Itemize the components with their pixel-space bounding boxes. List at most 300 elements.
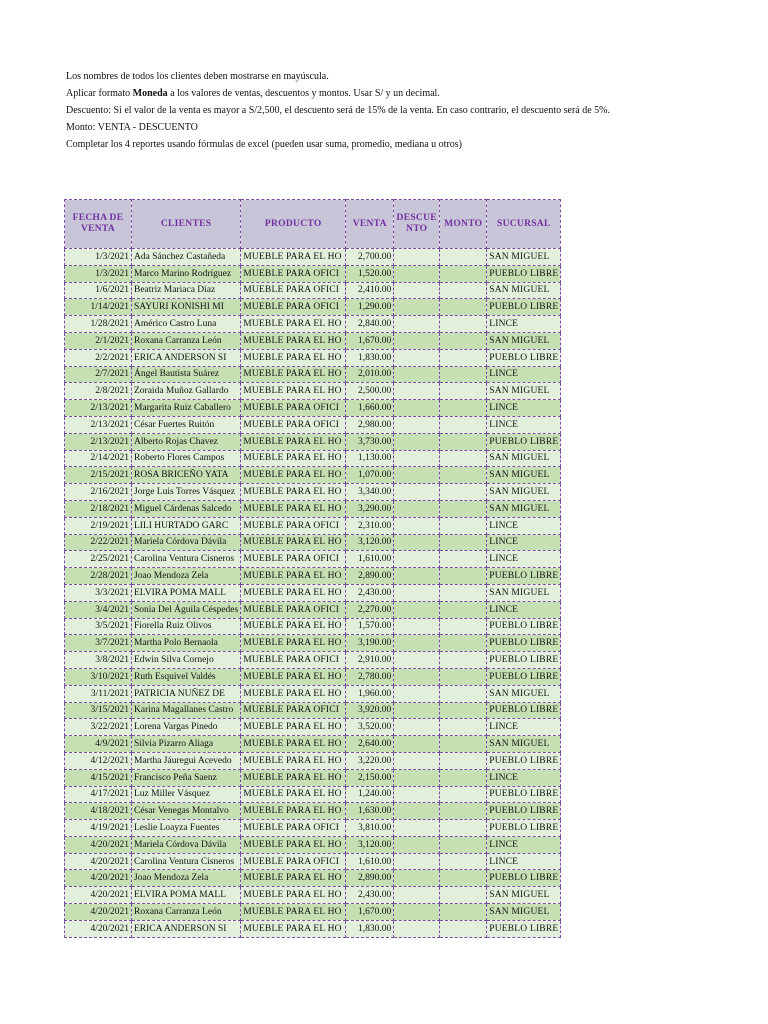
- cell-venta[interactable]: 3,730.00: [346, 433, 394, 450]
- cell-cliente[interactable]: Mariela Córdova Dávila: [132, 836, 241, 853]
- cell-monto[interactable]: [440, 568, 487, 585]
- cell-producto[interactable]: MUEBLE PARA EL HO: [241, 668, 346, 685]
- cell-monto[interactable]: [440, 584, 487, 601]
- cell-producto[interactable]: MUEBLE PARA OFICI: [241, 551, 346, 568]
- cell-venta[interactable]: 2,890.00: [346, 568, 394, 585]
- cell-venta[interactable]: 1,830.00: [346, 349, 394, 366]
- cell-descuento[interactable]: [394, 836, 440, 853]
- header-venta[interactable]: VENTA: [346, 200, 394, 249]
- cell-monto[interactable]: [440, 752, 487, 769]
- cell-descuento[interactable]: [394, 383, 440, 400]
- cell-venta[interactable]: 1,520.00: [346, 265, 394, 282]
- cell-descuento[interactable]: [394, 920, 440, 937]
- cell-sucursal[interactable]: LINCE: [487, 853, 561, 870]
- cell-descuento[interactable]: [394, 416, 440, 433]
- cell-monto[interactable]: [440, 366, 487, 383]
- cell-descuento[interactable]: [394, 870, 440, 887]
- cell-fecha[interactable]: 1/28/2021: [65, 316, 132, 333]
- cell-descuento[interactable]: [394, 433, 440, 450]
- cell-fecha[interactable]: 4/15/2021: [65, 769, 132, 786]
- cell-producto[interactable]: MUEBLE PARA OFICI: [241, 820, 346, 837]
- cell-fecha[interactable]: 1/3/2021: [65, 249, 132, 266]
- cell-sucursal[interactable]: LINCE: [487, 534, 561, 551]
- cell-producto[interactable]: MUEBLE PARA EL HO: [241, 568, 346, 585]
- table-row: [65, 769, 561, 786]
- cell-monto[interactable]: [440, 299, 487, 316]
- cell-fecha[interactable]: 2/15/2021: [65, 467, 132, 484]
- cell-cliente[interactable]: LILI HURTADO GARC: [132, 517, 241, 534]
- cell-cliente[interactable]: Francisco Peña Saenz: [132, 769, 241, 786]
- cell-monto[interactable]: [440, 433, 487, 450]
- cell-cliente[interactable]: Marco Marino Rodríguez: [132, 265, 241, 282]
- cell-monto[interactable]: [440, 601, 487, 618]
- cell-fecha[interactable]: 2/13/2021: [65, 416, 132, 433]
- cell-cliente[interactable]: Ángel Bautista Suárez: [132, 366, 241, 383]
- cell-venta[interactable]: 2,840.00: [346, 316, 394, 333]
- cell-fecha[interactable]: 2/7/2021: [65, 366, 132, 383]
- cell-cliente[interactable]: SAYURI KONISHI MI: [132, 299, 241, 316]
- cell-cliente[interactable]: César Venegas Montalvo: [132, 803, 241, 820]
- cell-cliente[interactable]: Sonia Del Águila Céspedes: [132, 601, 241, 618]
- header-sucursal[interactable]: SUCURSAL: [487, 200, 561, 249]
- cell-cliente[interactable]: Martha Jáuregui Acevedo: [132, 752, 241, 769]
- cell-venta[interactable]: 2,270.00: [346, 601, 394, 618]
- cell-monto[interactable]: [440, 736, 487, 753]
- cell-sucursal[interactable]: PUEBLO LIBRE: [487, 920, 561, 937]
- cell-sucursal[interactable]: SAN MIGUEL: [487, 467, 561, 484]
- cell-monto[interactable]: [440, 870, 487, 887]
- cell-venta[interactable]: 1,290.00: [346, 299, 394, 316]
- cell-fecha[interactable]: 2/14/2021: [65, 450, 132, 467]
- cell-monto[interactable]: [440, 517, 487, 534]
- cell-fecha[interactable]: 4/18/2021: [65, 803, 132, 820]
- cell-sucursal[interactable]: LINCE: [487, 601, 561, 618]
- cell-descuento[interactable]: [394, 316, 440, 333]
- cell-fecha[interactable]: 4/20/2021: [65, 887, 132, 904]
- cell-sucursal[interactable]: LINCE: [487, 316, 561, 333]
- cell-sucursal[interactable]: PUEBLO LIBRE: [487, 635, 561, 652]
- cell-venta[interactable]: 1,240.00: [346, 786, 394, 803]
- cell-descuento[interactable]: [394, 584, 440, 601]
- cell-venta[interactable]: 1,670.00: [346, 332, 394, 349]
- table-row: [65, 416, 561, 433]
- cell-venta[interactable]: 1,070.00: [346, 467, 394, 484]
- cell-venta[interactable]: 2,410.00: [346, 282, 394, 299]
- cell-cliente[interactable]: Karina Magallanes Castro: [132, 702, 241, 719]
- cell-monto[interactable]: [440, 416, 487, 433]
- header-clientes[interactable]: CLIENTES: [132, 200, 241, 249]
- header-fecha[interactable]: FECHA DE VENTA: [65, 200, 132, 249]
- cell-monto[interactable]: [440, 786, 487, 803]
- cell-descuento[interactable]: [394, 265, 440, 282]
- cell-descuento[interactable]: [394, 568, 440, 585]
- cell-sucursal[interactable]: SAN MIGUEL: [487, 383, 561, 400]
- cell-sucursal[interactable]: LINCE: [487, 416, 561, 433]
- cell-descuento[interactable]: [394, 450, 440, 467]
- cell-cliente[interactable]: Lorena Vargas Pinedo: [132, 719, 241, 736]
- cell-sucursal[interactable]: PUEBLO LIBRE: [487, 299, 561, 316]
- cell-sucursal[interactable]: PUEBLO LIBRE: [487, 820, 561, 837]
- cell-producto[interactable]: MUEBLE PARA EL HO: [241, 685, 346, 702]
- cell-monto[interactable]: [440, 853, 487, 870]
- cell-monto[interactable]: [440, 920, 487, 937]
- cell-venta[interactable]: 1,630.00: [346, 803, 394, 820]
- cell-venta[interactable]: 2,430.00: [346, 584, 394, 601]
- cell-producto[interactable]: MUEBLE PARA EL HO: [241, 249, 346, 266]
- cell-descuento[interactable]: [394, 803, 440, 820]
- cell-sucursal[interactable]: LINCE: [487, 551, 561, 568]
- cell-producto[interactable]: MUEBLE PARA OFICI: [241, 416, 346, 433]
- cell-fecha[interactable]: 2/13/2021: [65, 433, 132, 450]
- cell-venta[interactable]: 2,700.00: [346, 249, 394, 266]
- cell-producto[interactable]: MUEBLE PARA EL HO: [241, 349, 346, 366]
- cell-cliente[interactable]: César Fuertes Ruitón: [132, 416, 241, 433]
- cell-cliente[interactable]: ERICA ANDERSON SI: [132, 349, 241, 366]
- cell-sucursal[interactable]: LINCE: [487, 769, 561, 786]
- cell-producto[interactable]: MUEBLE PARA OFICI: [241, 652, 346, 669]
- cell-cliente[interactable]: Joao Mendoza Zela: [132, 870, 241, 887]
- cell-fecha[interactable]: 3/4/2021: [65, 601, 132, 618]
- cell-descuento[interactable]: [394, 668, 440, 685]
- cell-producto[interactable]: MUEBLE PARA EL HO: [241, 904, 346, 921]
- cell-cliente[interactable]: ROSA BRICEÑO YATA: [132, 467, 241, 484]
- cell-fecha[interactable]: 1/6/2021: [65, 282, 132, 299]
- cell-venta[interactable]: 3,120.00: [346, 836, 394, 853]
- cell-cliente[interactable]: Silvia Pizarro Aliaga: [132, 736, 241, 753]
- cell-sucursal[interactable]: PUEBLO LIBRE: [487, 265, 561, 282]
- cell-descuento[interactable]: [394, 467, 440, 484]
- cell-producto[interactable]: MUEBLE PARA EL HO: [241, 870, 346, 887]
- cell-sucursal[interactable]: SAN MIGUEL: [487, 736, 561, 753]
- cell-monto[interactable]: [440, 249, 487, 266]
- cell-sucursal[interactable]: SAN MIGUEL: [487, 904, 561, 921]
- cell-venta[interactable]: 1,670.00: [346, 904, 394, 921]
- cell-fecha[interactable]: 2/22/2021: [65, 534, 132, 551]
- cell-producto[interactable]: MUEBLE PARA OFICI: [241, 853, 346, 870]
- cell-cliente[interactable]: Beatriz Mariaca Díaz: [132, 282, 241, 299]
- cell-monto[interactable]: [440, 450, 487, 467]
- cell-venta[interactable]: 2,910.00: [346, 652, 394, 669]
- cell-fecha[interactable]: 4/20/2021: [65, 870, 132, 887]
- cell-monto[interactable]: [440, 904, 487, 921]
- cell-producto[interactable]: MUEBLE PARA EL HO: [241, 332, 346, 349]
- cell-fecha[interactable]: 2/19/2021: [65, 517, 132, 534]
- cell-cliente[interactable]: Margarita Ruiz Caballero: [132, 400, 241, 417]
- cell-venta[interactable]: 3,190.00: [346, 635, 394, 652]
- cell-monto[interactable]: [440, 282, 487, 299]
- cell-fecha[interactable]: 2/28/2021: [65, 568, 132, 585]
- cell-sucursal[interactable]: SAN MIGUEL: [487, 584, 561, 601]
- cell-fecha[interactable]: 1/14/2021: [65, 299, 132, 316]
- cell-cliente[interactable]: Jorge Luis Torres Vásquez: [132, 484, 241, 501]
- cell-fecha[interactable]: 2/1/2021: [65, 332, 132, 349]
- cell-fecha[interactable]: 2/8/2021: [65, 383, 132, 400]
- cell-venta[interactable]: 2,150.00: [346, 769, 394, 786]
- cell-venta[interactable]: 1,570.00: [346, 618, 394, 635]
- cell-sucursal[interactable]: SAN MIGUEL: [487, 282, 561, 299]
- cell-producto[interactable]: MUEBLE PARA OFICI: [241, 601, 346, 618]
- cell-monto[interactable]: [440, 500, 487, 517]
- cell-venta[interactable]: 2,310.00: [346, 517, 394, 534]
- cell-producto[interactable]: MUEBLE PARA EL HO: [241, 736, 346, 753]
- cell-fecha[interactable]: 4/20/2021: [65, 920, 132, 937]
- cell-producto[interactable]: MUEBLE PARA EL HO: [241, 366, 346, 383]
- cell-cliente[interactable]: Zoraida Muñoz Gallardo: [132, 383, 241, 400]
- cell-descuento[interactable]: [394, 366, 440, 383]
- cell-venta[interactable]: 3,920.00: [346, 702, 394, 719]
- cell-cliente[interactable]: Carolina Ventura Cisneros: [132, 853, 241, 870]
- cell-producto[interactable]: MUEBLE PARA OFICI: [241, 400, 346, 417]
- cell-fecha[interactable]: 2/25/2021: [65, 551, 132, 568]
- cell-venta[interactable]: 3,290.00: [346, 500, 394, 517]
- cell-sucursal[interactable]: SAN MIGUEL: [487, 685, 561, 702]
- table-row: [65, 534, 561, 551]
- cell-fecha[interactable]: 4/12/2021: [65, 752, 132, 769]
- cell-monto[interactable]: [440, 702, 487, 719]
- header-producto[interactable]: PRODUCTO: [241, 200, 346, 249]
- cell-monto[interactable]: [440, 820, 487, 837]
- cell-cliente[interactable]: Roberto Flores Campos: [132, 450, 241, 467]
- cell-cliente[interactable]: Mariela Córdova Dávila: [132, 534, 241, 551]
- cell-descuento[interactable]: [394, 400, 440, 417]
- cell-fecha[interactable]: 3/11/2021: [65, 685, 132, 702]
- cell-producto[interactable]: MUEBLE PARA EL HO: [241, 433, 346, 450]
- cell-sucursal[interactable]: PUEBLO LIBRE: [487, 568, 561, 585]
- cell-cliente[interactable]: ELVIRA POMA MALL: [132, 584, 241, 601]
- cell-monto[interactable]: [440, 769, 487, 786]
- cell-sucursal[interactable]: SAN MIGUEL: [487, 332, 561, 349]
- cell-sucursal[interactable]: PUEBLO LIBRE: [487, 668, 561, 685]
- cell-descuento[interactable]: [394, 534, 440, 551]
- cell-monto[interactable]: [440, 400, 487, 417]
- cell-producto[interactable]: MUEBLE PARA EL HO: [241, 500, 346, 517]
- cell-sucursal[interactable]: PUEBLO LIBRE: [487, 702, 561, 719]
- header-descuento[interactable]: DESCUE NTO: [394, 200, 440, 249]
- cell-producto[interactable]: MUEBLE PARA EL HO: [241, 534, 346, 551]
- cell-fecha[interactable]: 2/16/2021: [65, 484, 132, 501]
- cell-sucursal[interactable]: PUEBLO LIBRE: [487, 618, 561, 635]
- cell-venta[interactable]: 3,220.00: [346, 752, 394, 769]
- cell-cliente[interactable]: Martha Polo Bernaola: [132, 635, 241, 652]
- cell-monto[interactable]: [440, 652, 487, 669]
- cell-fecha[interactable]: 4/20/2021: [65, 904, 132, 921]
- cell-cliente[interactable]: Carolina Ventura Cisneros: [132, 551, 241, 568]
- cell-venta[interactable]: 3,520.00: [346, 719, 394, 736]
- cell-fecha[interactable]: 2/13/2021: [65, 400, 132, 417]
- cell-monto[interactable]: [440, 332, 487, 349]
- cell-descuento[interactable]: [394, 601, 440, 618]
- cell-monto[interactable]: [440, 349, 487, 366]
- cell-sucursal[interactable]: LINCE: [487, 836, 561, 853]
- cell-descuento[interactable]: [394, 904, 440, 921]
- cell-sucursal[interactable]: SAN MIGUEL: [487, 249, 561, 266]
- cell-producto[interactable]: MUEBLE PARA OFICI: [241, 282, 346, 299]
- cell-monto[interactable]: [440, 836, 487, 853]
- cell-monto[interactable]: [440, 484, 487, 501]
- cell-monto[interactable]: [440, 803, 487, 820]
- cell-fecha[interactable]: 4/20/2021: [65, 836, 132, 853]
- cell-descuento[interactable]: [394, 635, 440, 652]
- table-row: [65, 349, 561, 366]
- cell-producto[interactable]: MUEBLE PARA EL HO: [241, 635, 346, 652]
- cell-sucursal[interactable]: SAN MIGUEL: [487, 450, 561, 467]
- cell-producto[interactable]: MUEBLE PARA EL HO: [241, 887, 346, 904]
- cell-cliente[interactable]: Fiorella Ruiz Olivos: [132, 618, 241, 635]
- cell-descuento[interactable]: [394, 769, 440, 786]
- cell-fecha[interactable]: 3/8/2021: [65, 652, 132, 669]
- cell-monto[interactable]: [440, 635, 487, 652]
- cell-venta[interactable]: 3,120.00: [346, 534, 394, 551]
- cell-producto[interactable]: MUEBLE PARA EL HO: [241, 450, 346, 467]
- cell-sucursal[interactable]: LINCE: [487, 719, 561, 736]
- cell-fecha[interactable]: 3/5/2021: [65, 618, 132, 635]
- cell-monto[interactable]: [440, 316, 487, 333]
- cell-monto[interactable]: [440, 467, 487, 484]
- cell-venta[interactable]: 2,780.00: [346, 668, 394, 685]
- cell-sucursal[interactable]: SAN MIGUEL: [487, 500, 561, 517]
- cell-venta[interactable]: 1,830.00: [346, 920, 394, 937]
- cell-monto[interactable]: [440, 685, 487, 702]
- cell-monto[interactable]: [440, 719, 487, 736]
- cell-cliente[interactable]: ERICA ANDERSON SI: [132, 920, 241, 937]
- cell-venta[interactable]: 1,130.00: [346, 450, 394, 467]
- cell-descuento[interactable]: [394, 719, 440, 736]
- cell-fecha[interactable]: 2/18/2021: [65, 500, 132, 517]
- cell-cliente[interactable]: Joao Mendoza Zela: [132, 568, 241, 585]
- cell-producto[interactable]: MUEBLE PARA OFICI: [241, 299, 346, 316]
- cell-producto[interactable]: MUEBLE PARA EL HO: [241, 584, 346, 601]
- cell-monto[interactable]: [440, 551, 487, 568]
- cell-monto[interactable]: [440, 618, 487, 635]
- cell-cliente[interactable]: Miguel Cárdenas Salcedo: [132, 500, 241, 517]
- cell-sucursal[interactable]: PUEBLO LIBRE: [487, 870, 561, 887]
- cell-monto[interactable]: [440, 534, 487, 551]
- cell-sucursal[interactable]: PUEBLO LIBRE: [487, 786, 561, 803]
- cell-sucursal[interactable]: LINCE: [487, 400, 561, 417]
- cell-cliente[interactable]: Ruth Esquivel Valdés: [132, 668, 241, 685]
- cell-fecha[interactable]: 4/19/2021: [65, 820, 132, 837]
- cell-sucursal[interactable]: SAN MIGUEL: [487, 484, 561, 501]
- cell-cliente[interactable]: ELVIRA POMA MALL: [132, 887, 241, 904]
- cell-descuento[interactable]: [394, 349, 440, 366]
- cell-venta[interactable]: 3,810.00: [346, 820, 394, 837]
- cell-descuento[interactable]: [394, 249, 440, 266]
- cell-cliente[interactable]: Edwin Silva Cornejo: [132, 652, 241, 669]
- cell-producto[interactable]: MUEBLE PARA EL HO: [241, 803, 346, 820]
- cell-descuento[interactable]: [394, 484, 440, 501]
- cell-descuento[interactable]: [394, 887, 440, 904]
- cell-venta[interactable]: 1,610.00: [346, 853, 394, 870]
- cell-descuento[interactable]: [394, 282, 440, 299]
- cell-sucursal[interactable]: PUEBLO LIBRE: [487, 803, 561, 820]
- cell-producto[interactable]: MUEBLE PARA EL HO: [241, 316, 346, 333]
- cell-monto[interactable]: [440, 887, 487, 904]
- cell-monto[interactable]: [440, 265, 487, 282]
- cell-cliente[interactable]: PATRICIA NUÑEZ DE: [132, 685, 241, 702]
- cell-cliente[interactable]: Luz Miller Vásquez: [132, 786, 241, 803]
- cell-producto[interactable]: MUEBLE PARA EL HO: [241, 383, 346, 400]
- cell-venta[interactable]: 1,610.00: [346, 551, 394, 568]
- cell-fecha[interactable]: 3/7/2021: [65, 635, 132, 652]
- cell-producto[interactable]: MUEBLE PARA EL HO: [241, 769, 346, 786]
- cell-descuento[interactable]: [394, 332, 440, 349]
- cell-descuento[interactable]: [394, 517, 440, 534]
- cell-fecha[interactable]: 3/10/2021: [65, 668, 132, 685]
- cell-monto[interactable]: [440, 383, 487, 400]
- cell-producto[interactable]: MUEBLE PARA OFICI: [241, 265, 346, 282]
- table-row: [65, 265, 561, 282]
- cell-cliente[interactable]: Leslie Loayza Fuentes: [132, 820, 241, 837]
- cell-venta[interactable]: 2,430.00: [346, 887, 394, 904]
- cell-venta[interactable]: 2,500.00: [346, 383, 394, 400]
- cell-producto[interactable]: MUEBLE PARA OFICI: [241, 517, 346, 534]
- cell-sucursal[interactable]: LINCE: [487, 366, 561, 383]
- cell-descuento[interactable]: [394, 652, 440, 669]
- cell-producto[interactable]: MUEBLE PARA OFICI: [241, 702, 346, 719]
- cell-descuento[interactable]: [394, 736, 440, 753]
- cell-venta[interactable]: 2,890.00: [346, 870, 394, 887]
- cell-cliente[interactable]: Américo Castro Luna: [132, 316, 241, 333]
- cell-fecha[interactable]: 3/15/2021: [65, 702, 132, 719]
- cell-descuento[interactable]: [394, 500, 440, 517]
- cell-fecha[interactable]: 3/3/2021: [65, 584, 132, 601]
- cell-producto[interactable]: MUEBLE PARA EL HO: [241, 786, 346, 803]
- cell-venta[interactable]: 1,960.00: [346, 685, 394, 702]
- cell-fecha[interactable]: 4/9/2021: [65, 736, 132, 753]
- cell-producto[interactable]: MUEBLE PARA EL HO: [241, 836, 346, 853]
- cell-descuento[interactable]: [394, 685, 440, 702]
- cell-fecha[interactable]: 4/17/2021: [65, 786, 132, 803]
- cell-fecha[interactable]: 3/22/2021: [65, 719, 132, 736]
- cell-venta[interactable]: 1,660.00: [346, 400, 394, 417]
- cell-producto[interactable]: MUEBLE PARA EL HO: [241, 484, 346, 501]
- cell-producto[interactable]: MUEBLE PARA EL HO: [241, 752, 346, 769]
- cell-sucursal[interactable]: PUEBLO LIBRE: [487, 349, 561, 366]
- cell-producto[interactable]: MUEBLE PARA EL HO: [241, 618, 346, 635]
- cell-venta[interactable]: 2,010.00: [346, 366, 394, 383]
- cell-fecha[interactable]: 4/20/2021: [65, 853, 132, 870]
- cell-descuento[interactable]: [394, 618, 440, 635]
- cell-fecha[interactable]: 2/2/2021: [65, 349, 132, 366]
- cell-descuento[interactable]: [394, 853, 440, 870]
- cell-descuento[interactable]: [394, 820, 440, 837]
- header-monto[interactable]: MONTO: [440, 200, 487, 249]
- cell-producto[interactable]: MUEBLE PARA EL HO: [241, 719, 346, 736]
- cell-sucursal[interactable]: PUEBLO LIBRE: [487, 752, 561, 769]
- cell-descuento[interactable]: [394, 702, 440, 719]
- cell-fecha[interactable]: 1/3/2021: [65, 265, 132, 282]
- cell-venta[interactable]: 3,340.00: [346, 484, 394, 501]
- cell-producto[interactable]: MUEBLE PARA EL HO: [241, 920, 346, 937]
- cell-cliente[interactable]: Roxana Carranza León: [132, 332, 241, 349]
- cell-descuento[interactable]: [394, 752, 440, 769]
- cell-cliente[interactable]: Roxana Carranza León: [132, 904, 241, 921]
- cell-venta[interactable]: 2,980.00: [346, 416, 394, 433]
- cell-monto[interactable]: [440, 668, 487, 685]
- cell-producto[interactable]: MUEBLE PARA EL HO: [241, 467, 346, 484]
- cell-sucursal[interactable]: PUEBLO LIBRE: [487, 652, 561, 669]
- cell-descuento[interactable]: [394, 299, 440, 316]
- cell-cliente[interactable]: Ada Sánchez Castañeda: [132, 249, 241, 266]
- cell-sucursal[interactable]: PUEBLO LIBRE: [487, 433, 561, 450]
- table-row: [65, 383, 561, 400]
- cell-sucursal[interactable]: SAN MIGUEL: [487, 887, 561, 904]
- cell-sucursal[interactable]: LINCE: [487, 517, 561, 534]
- cell-descuento[interactable]: [394, 786, 440, 803]
- cell-descuento[interactable]: [394, 551, 440, 568]
- cell-cliente[interactable]: Alberto Rojas Chavez: [132, 433, 241, 450]
- cell-venta[interactable]: 2,640.00: [346, 736, 394, 753]
